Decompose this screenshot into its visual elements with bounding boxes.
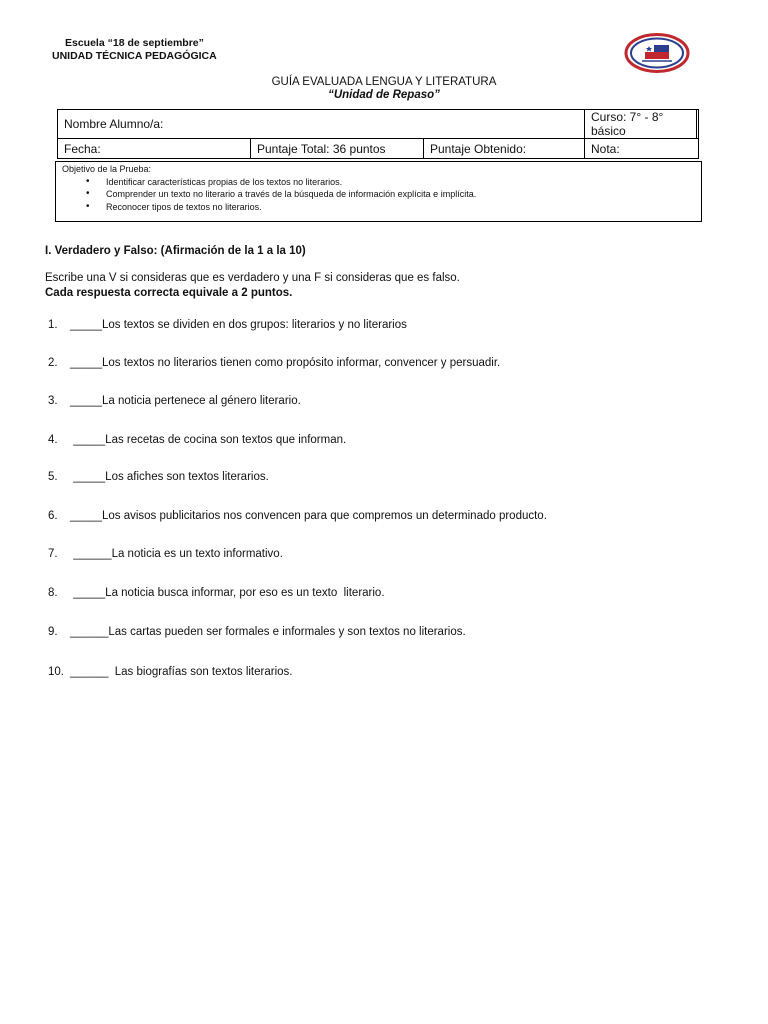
obtained-score-field[interactable]: Puntaje Obtenido: [424,139,585,159]
question-text: ______ Las biografías son textos literarios. [70,666,293,678]
question-item[interactable] [48,666,292,678]
objective-item: • Identificar características propias de los textos no literarios. [106,176,695,189]
question-text: _____Los textos se dividen en dos grupos: literarios y no literarios [70,319,407,331]
unit-name: UNIDAD TÉCNICA PEDAGÓGICA [52,50,217,62]
question-number: 3. [48,395,58,407]
objective-item: • Comprender un texto no literario a través de la búsqueda de información explícita e implícita. [106,188,695,201]
objective-list [62,176,695,214]
question-item[interactable] [48,319,407,331]
question-item[interactable] [48,434,346,446]
question-number: 6. [48,510,58,522]
student-info-table [57,109,699,159]
question-item[interactable] [48,471,269,483]
document-title: GUÍA EVALUADA LENGUA Y LITERATURA [271,76,497,88]
question-item[interactable] [48,548,283,560]
instruction-text: Escribe una V si consideras que es verdadero y una F si consideras que es falso. [45,272,460,284]
question-text: _____La noticia pertenece al género literario. [70,395,301,407]
question-number: 4. [48,434,58,446]
student-name-field[interactable]: Nombre Alumno/a: [58,110,585,139]
question-text: ______La noticia es un texto informativo. [70,548,283,560]
question-text: _____Los textos no literarios tienen como propósito informar, convencer y persuadir. [70,357,501,369]
objective-item: • Reconocer tipos de textos no literarios. [106,201,695,214]
question-item[interactable] [48,587,385,599]
question-item[interactable] [48,357,500,369]
question-number: 10. [48,666,64,678]
question-number: 9. [48,626,58,638]
school-header [52,37,217,63]
question-number: 5. [48,471,58,483]
question-number: 2. [48,357,58,369]
question-text: _____Los afiches son textos literarios. [70,471,269,483]
instructions [45,271,460,300]
question-text: _____Las recetas de cocina son textos que informan. [70,434,347,446]
question-number: 8. [48,587,58,599]
school-crest-icon [624,33,690,73]
date-field[interactable]: Fecha: [58,139,251,159]
objective-box [55,161,702,222]
course-field: Curso: 7° - 8° básico [585,110,697,139]
question-text: ______Las cartas pueden ser formales e informales y son textos no literarios. [70,626,466,638]
school-name: Escuela “18 de septiembre” [65,37,204,49]
points-note: Cada respuesta correcta equivale a 2 puntos. [45,286,293,299]
grade-field[interactable]: Nota: [585,139,699,159]
question-number: 7. [48,548,58,560]
question-text: _____Los avisos publicitarios nos convencen para que compremos un determinado producto. [70,510,547,522]
document-subtitle: “Unidad de Repaso” [328,89,440,101]
total-score: Puntaje Total: 36 puntos [251,139,424,159]
objective-heading: Objetivo de la Prueba: [62,164,152,174]
question-item[interactable] [48,626,466,638]
section-title: I. Verdadero y Falso: (Afirmación de la 1 a la 10) [45,245,306,257]
question-item[interactable] [48,395,301,407]
question-text: _____La noticia busca informar, por eso es un texto literario. [70,587,385,599]
question-number: 1. [48,319,58,331]
question-item[interactable] [48,510,547,522]
empty-cell [697,110,699,139]
